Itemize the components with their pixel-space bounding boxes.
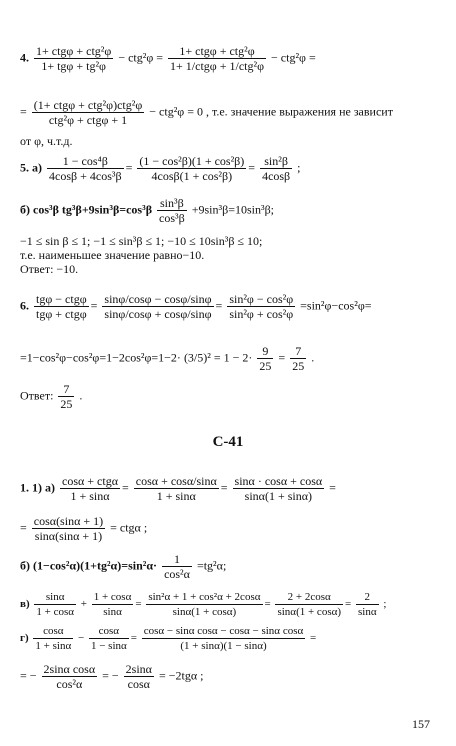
fraction <box>162 552 192 581</box>
numerator: sin²β <box>260 154 292 169</box>
fraction <box>32 514 105 543</box>
s1-a: 1. 1) а) cosα + ctgα 1 + sinα = $\frac{\cos\alpha + \cos\alpha/\sin\alpha}{1 + \sin\alpha}$ = $\frac{\sin\alpha \cdot \cos\alpha + \cos\alpha}{\sin\alpha(1 + \sin\alpha)}$ = <box>20 474 336 503</box>
denominator: sinα(1 + sinα) <box>244 489 313 503</box>
fraction <box>233 474 325 503</box>
fraction <box>89 624 129 653</box>
denominator: 25 <box>259 359 272 373</box>
denominator: 1 − sinα <box>90 640 127 652</box>
operator: − ctg²φ = <box>118 50 164 65</box>
denominator: 1 + cosα <box>36 606 74 618</box>
page-number: 157 <box>412 717 430 731</box>
numerator: 2 + 2cosα <box>275 590 343 605</box>
problem-4-line1 <box>20 44 316 73</box>
operator: = <box>310 632 317 645</box>
denominator: sin²φ + cos²φ <box>229 307 294 321</box>
fraction <box>33 624 73 653</box>
operator: = <box>20 104 27 119</box>
denominator: tgφ + ctgφ <box>36 307 87 321</box>
denominator: sinα <box>358 606 377 618</box>
denominator: sinφ/cosφ + cosφ/sinφ <box>104 307 212 321</box>
numerator: sin³β <box>157 196 187 211</box>
label: в) <box>20 598 30 611</box>
numerator: sin²α + 1 + cos²α + 2cosα <box>148 591 261 603</box>
numerator: 1+ ctgφ + ctg²φ <box>168 44 266 59</box>
numerator: 7 <box>290 344 306 359</box>
s1-a-line2 <box>20 514 147 543</box>
denominator: 1 + sinα <box>70 489 110 503</box>
fraction <box>124 662 154 691</box>
fraction <box>137 154 246 183</box>
fraction <box>142 624 306 653</box>
operator: = − <box>20 668 37 683</box>
s1-g-line2 <box>20 662 203 691</box>
denominator: 25 <box>60 397 73 411</box>
fraction <box>34 44 113 73</box>
section-title: С-41 <box>212 434 244 450</box>
inequality-line: −1 ≤ sin β ≤ 1; −1 ≤ sin³β ≤ 1; −10 ≤ 10sin³β ≤ 10; <box>20 234 263 248</box>
problem-4-line2 <box>20 98 393 127</box>
denominator: sinα <box>103 606 122 618</box>
punct: ; <box>383 598 387 611</box>
fraction <box>42 662 98 691</box>
fraction <box>134 474 219 503</box>
numerator: 1 − cos⁴β <box>47 154 124 169</box>
numerator: sinφ/cosφ − cosφ/sinφ <box>104 292 212 306</box>
fraction <box>32 98 144 127</box>
denominator: 1+ 1/ctgφ + 1/ctg²φ <box>170 59 265 73</box>
s1-g: г) $\frac{\cos\alpha}{1 + \sin\alpha}$ − $\frac{\cos\alpha}{1 - \sin\alpha}$ = $\frac{\text{cosα − sinα cosα − cosα − sinα cosα}}{(1 + \sin\alpha)(1 - \sin\alpha)}$ = <box>20 625 317 652</box>
text-line: т.е. наименьшее значение равно−10. <box>20 248 205 262</box>
numerator: cosα + cosα/sinα <box>135 474 217 488</box>
punct: ; <box>297 160 301 175</box>
text: − ctg²φ = 0 , т.е. значение выражения не зависит <box>149 104 393 119</box>
problem-6: 6. tgφ − ctgφ tgφ + ctgφ = $\frac{\sin\varphi/\cos\varphi - \cos\varphi/\sin\varphi}{\sin\varphi/\cos\varphi + \cos\varphi/\sin\varphi}$ = $\frac{\text{sin²φ − cos²φ}}{\text{sin²φ + cos²φ}}$ =sin²φ−cos²φ= <box>20 292 372 321</box>
power-expr: (3/5)² <box>183 350 211 365</box>
numerator: sinα <box>34 590 76 605</box>
fraction <box>260 154 292 183</box>
fraction <box>34 292 89 321</box>
problem-4-conclusion: от φ, ч.т.д. <box>20 134 73 148</box>
denominator: 25 <box>292 359 305 373</box>
numerator: 1+ ctgφ + ctg²φ <box>36 44 112 58</box>
answer-line: Ответ: −10. <box>20 262 79 276</box>
fraction <box>275 590 343 619</box>
denominator: cos²α <box>56 677 83 691</box>
denominator: 1+ tgφ + tg²φ <box>41 59 106 73</box>
text: =sin²φ−cos²φ= <box>300 298 372 313</box>
denominator: ctg²φ + ctgφ + 1 <box>48 113 128 127</box>
fraction <box>290 344 306 373</box>
denominator: sinα(1 + cosα) <box>277 606 342 618</box>
fraction <box>60 474 120 503</box>
numerator: sin²φ − cos²φ <box>229 292 294 306</box>
text: б) (1−cos²α)(1+tg²α)=sin²α· <box>20 558 158 573</box>
fraction <box>92 590 134 619</box>
numerator: (1+ ctgφ + ctg²φ)ctg²φ <box>33 98 143 112</box>
numerator: 7 <box>58 382 74 397</box>
fraction <box>257 344 273 373</box>
numerator: 9 <box>257 344 273 359</box>
numerator: cosα <box>89 624 129 639</box>
numerator: cosα <box>33 624 73 639</box>
operator: = <box>329 480 336 495</box>
fraction <box>58 382 74 411</box>
label: г) <box>20 632 29 645</box>
numerator: 2sinα <box>125 662 152 676</box>
denominator: cosα <box>127 677 150 691</box>
fraction <box>227 292 295 321</box>
s1-v: в) $\frac{\sin\alpha}{1 + \cos\alpha}$ + $\frac{1 + \cos\alpha}{\sin\alpha}$ = $\frac{\text{sin²α + 1 + cos²α + 2cosα}}{\sin\alpha(1 + \cos\alpha)}$ = $\frac{2 + 2\cos\alpha}{\sin\alpha(1 + \cos\alpha)}$ = $\frac{2}{\sin\alpha}$ ; <box>20 591 387 618</box>
denominator: 4cosβ + 4cos³β <box>49 169 122 183</box>
problem-6-line2 <box>20 344 314 373</box>
text: б) cos³β tg³β+9sin³β=cos³β <box>20 202 153 217</box>
problem-6-answer <box>20 382 82 411</box>
fraction <box>157 196 187 225</box>
operator: − <box>77 632 85 645</box>
text: =1−cos²φ−cos²φ=1−2cos²φ=1−2· <box>20 350 181 365</box>
denominator: cos³β <box>159 211 185 225</box>
denominator: 1 + sinα <box>156 489 196 503</box>
fraction <box>102 292 213 321</box>
problem-5b <box>20 196 274 225</box>
numerator: 1 <box>162 552 192 567</box>
text: =tg²α; <box>196 558 227 573</box>
numerator: (1 − cos²β)(1 + cos²β) <box>139 154 245 168</box>
problem-6-label: 6. <box>20 298 29 313</box>
numerator: 2 <box>356 590 379 605</box>
operator: − ctg²φ = <box>271 50 316 65</box>
fraction <box>34 590 76 619</box>
denominator: 1 + sinα <box>35 640 72 652</box>
denominator: (1 + sinα)(1 − sinα) <box>180 640 267 652</box>
numerator: tgφ − ctgφ <box>36 292 87 306</box>
fraction <box>146 590 262 619</box>
denominator: 4cosβ <box>262 169 291 183</box>
operator: + <box>80 598 87 611</box>
punct: . <box>79 388 83 403</box>
text: = ctgα ; <box>110 520 148 535</box>
punct: . <box>311 350 315 365</box>
numerator: sinα · cosα + cosα <box>234 474 323 488</box>
fraction <box>168 44 266 73</box>
numerator: cosα + ctgα <box>62 474 118 488</box>
operator: = − <box>102 668 119 683</box>
denominator: sinα(1 + cosα) <box>172 606 237 618</box>
numerator: 2sinα cosα <box>43 662 96 676</box>
problem-4-label: 4. <box>20 50 29 65</box>
denominator: 4cosβ(1 + cos²β) <box>151 169 233 183</box>
numerator: 1 + cosα <box>93 591 132 603</box>
operator: = <box>278 350 286 365</box>
text: +9sin³β=10sin³β; <box>191 202 275 217</box>
text: = 1 − 2· <box>213 350 253 365</box>
fraction <box>47 154 124 183</box>
problem-5a-label: 5. а) <box>20 160 42 175</box>
label: 1. 1) а) <box>20 480 55 495</box>
operator: = <box>20 520 27 535</box>
fraction <box>356 590 379 619</box>
denominator: sinα(sinα + 1) <box>34 529 103 543</box>
numerator: cosα(sinα + 1) <box>33 514 104 528</box>
problem-5a: 5. а) $\frac{\text{1 − cos⁴β}}{\text{4cosβ + 4cos³β}}$ = $\frac{\text{(1 − cos²β)(1 + cos²β)}}{\text{4cosβ(1 + cos²β)}}$ = $\frac{\text{sin²β}}{4\cos\beta}$ ; <box>20 154 301 183</box>
text: = −2tgα ; <box>158 668 204 683</box>
text: Ответ: <box>20 388 54 403</box>
numerator: cosα − sinα cosα − cosα − sinα cosα <box>143 625 304 637</box>
s1-b <box>20 552 226 581</box>
denominator: cos²α <box>164 567 190 581</box>
